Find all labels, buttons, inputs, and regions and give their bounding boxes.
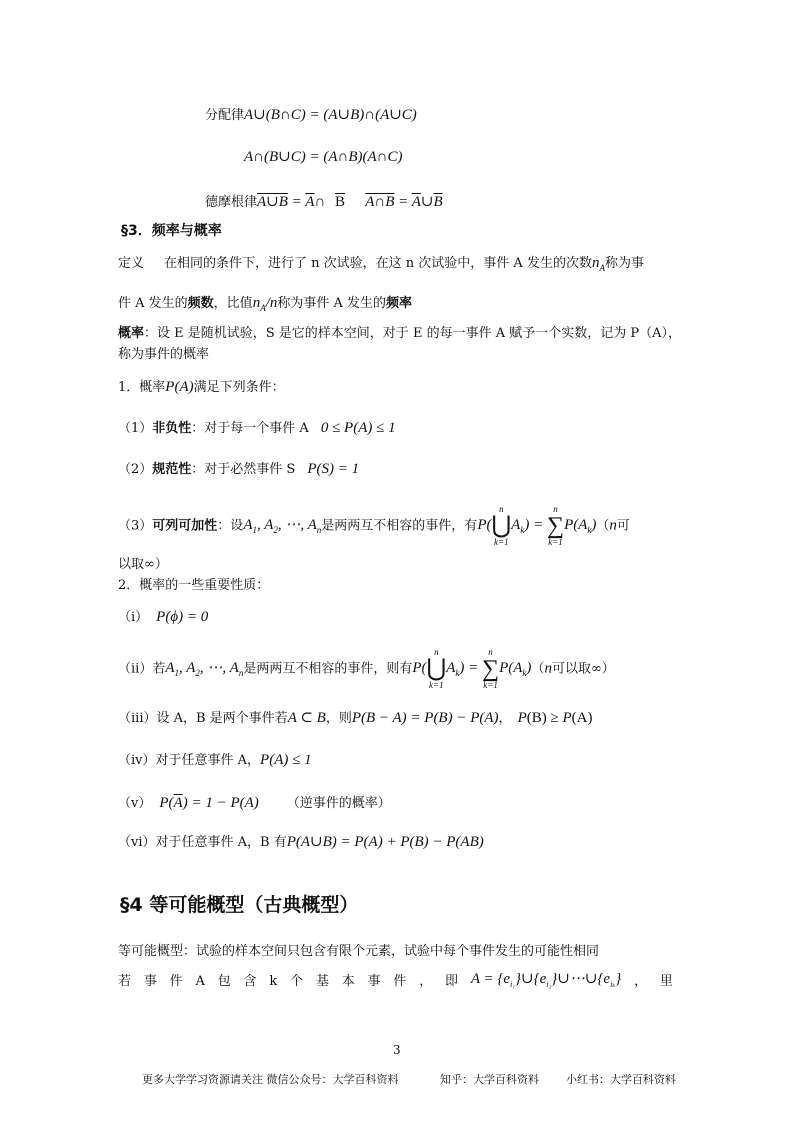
spaced-char: A xyxy=(195,974,205,989)
condition-formula: P(S) = 1 xyxy=(307,461,360,477)
demorgan-formula-1: A∪B = $\overline{A}\cap$ $\overline{B}$ xyxy=(257,194,346,210)
spaced-char: 事 xyxy=(143,974,157,989)
spaced-char: 件 xyxy=(169,974,183,989)
conditions-intro xyxy=(118,378,285,397)
footer-right: 小红书：大学百科资料 xyxy=(566,1073,676,1086)
condition-text: 可 xyxy=(616,518,630,534)
spaced-char: 若 xyxy=(118,974,132,989)
property-note: （逆事件的概率） xyxy=(286,796,391,811)
property-i xyxy=(118,608,208,627)
spaced-char: 包 xyxy=(217,974,231,989)
definition-text: 称为事件 A 发生的 xyxy=(277,296,387,311)
property-text: ，则 xyxy=(325,711,352,726)
condition-text: （ xyxy=(596,518,610,534)
property-text: 可以取∞） xyxy=(551,661,615,677)
subset-formula: A ⊂ B xyxy=(287,710,326,726)
property-text: （iii）设 A，B 是两个事件若 xyxy=(118,711,288,726)
property-text: （ii）若 xyxy=(118,661,166,677)
page-number: 3 xyxy=(393,1043,401,1057)
spaced-char: 基 xyxy=(315,974,329,989)
spaced-char: 事 xyxy=(367,974,381,989)
footer-middle: 知乎：大学百科资料 xyxy=(440,1073,539,1086)
condition-number: （3） xyxy=(118,518,153,534)
condition-text: ：设 xyxy=(217,518,244,534)
spaced-char: 里 xyxy=(659,974,673,989)
property-text: 是两两互不相容的事件，则有 xyxy=(243,661,413,677)
spaced-char: ， xyxy=(419,974,433,989)
term-nonnegativity: 非负性 xyxy=(152,421,192,436)
property-text: （ xyxy=(531,661,545,677)
spaced-char: 即 xyxy=(445,974,459,989)
demorgan-label: 德摩根律 xyxy=(205,195,258,210)
events-sequence: $A_1$, $A_2$, ⋯, $A_n$ xyxy=(243,517,322,536)
condition-2 xyxy=(118,460,359,479)
events-sequence: $A_1$, $A_2$, ⋯, $A_n$ xyxy=(165,660,244,679)
spaced-char: ， xyxy=(634,974,648,989)
definition-prefix: 定义 xyxy=(118,256,145,271)
section4-text-2 xyxy=(118,970,673,994)
difference-formula: P(B − A) = P(B) − P(A) xyxy=(351,710,499,726)
term-countable-additivity: 可列可加性 xyxy=(152,518,218,534)
definition-text: 称为事 xyxy=(604,256,644,271)
spaced-char: 个 xyxy=(290,974,304,989)
spaced-char: 本 xyxy=(341,974,355,989)
property-ii-formula: P( n ⋃ k=1 $A_k$) = n ∑ k=1 $P(A_k)$ xyxy=(412,647,532,690)
condition-text: ：对于必然事件 S xyxy=(191,462,296,477)
p-a-symbol: P(A) xyxy=(165,379,194,395)
n-symbol: n xyxy=(609,517,617,534)
property-vi xyxy=(118,833,484,852)
section3-heading: §3．频率与概率 xyxy=(121,223,222,239)
properties-intro: 2．概率的一些重要性质： xyxy=(118,578,270,593)
property-i-formula: P(ϕ) = 0 xyxy=(156,609,209,625)
condition-formula: 0 ≤ P(A) ≤ 1 xyxy=(320,420,396,436)
probability-text: 称为事件的概率 xyxy=(118,347,210,362)
probability-definition-line-2 xyxy=(118,346,209,364)
distributive-law-2 xyxy=(244,148,402,167)
definition-text: 件 A 发生的 xyxy=(118,296,188,311)
property-number: （i） xyxy=(118,610,149,625)
term-frequency: 频率 xyxy=(386,296,413,311)
property-text: （vi）对于任意事件 A，B 有 xyxy=(118,835,287,850)
term-frequency-count: 频数 xyxy=(187,296,214,311)
distributive-formula-2: A∩(B∪C) = (A∩B)(A∩C) xyxy=(244,149,403,165)
definition-line-1 xyxy=(118,254,644,277)
n-symbol: n xyxy=(544,660,552,677)
complement-formula: $P(\overline{A}) = 1 - P(A)$ xyxy=(159,795,259,811)
property-v xyxy=(118,794,391,813)
condition-3-continuation: 以取∞） xyxy=(118,557,168,572)
property-text: （v） xyxy=(118,796,152,811)
property-iv-formula: P(A) ≤ 1 xyxy=(260,752,312,768)
definition-text: 在相同的条件下，进行了 n 次试验，在这 n 次试验中，事件 A 发生的次数 xyxy=(164,256,592,271)
property-text: （iv）对于任意事件 A， xyxy=(118,753,261,768)
property-text: ， xyxy=(498,711,512,726)
section4-text-1: 等可能概型：试验的样本空间只包含有限个元素，试验中每个事件发生的可能性相同 xyxy=(118,944,600,959)
probability-definition-line-1 xyxy=(118,325,681,343)
property-iii xyxy=(118,709,592,728)
distributive-formula-1: A∪(B∩C) = (A∪B)∩(A∪C) xyxy=(244,107,417,123)
condition-1 xyxy=(118,419,396,438)
definition-text: ，比值 xyxy=(213,296,253,311)
definition-line-2 xyxy=(118,294,412,317)
spaced-char: 件 xyxy=(393,974,407,989)
spaced-char: 含 xyxy=(243,974,257,989)
event-set-formula: $A = \{e_{i_1}\}\cup\{e_{i_2}\}\cup\cdots\cup\{e_{i_k}\}$ xyxy=(470,971,622,989)
ratio-symbol: $n_A/n$ xyxy=(252,295,278,313)
condition-3 xyxy=(118,505,630,549)
demorgan-law xyxy=(205,193,443,212)
term-normalization: 规范性 xyxy=(152,462,192,477)
monotonicity-formula: P(B) ≥ P(A) xyxy=(517,710,593,726)
conditions-intro-text: 1．概率 xyxy=(118,380,166,395)
condition-text: 是两两互不相容的事件，有 xyxy=(321,518,478,534)
property-iv xyxy=(118,751,312,770)
distributive-label: 分配律 xyxy=(205,108,245,123)
conditions-intro-text: 满足下列条件： xyxy=(193,380,285,395)
condition-text: ：对于每一个事件 A xyxy=(191,421,309,436)
footer-left: 更多大学学习资源请关注 微信公众号：大学百科资料 xyxy=(142,1073,399,1086)
distributive-law-1 xyxy=(205,106,417,125)
additivity-formula: P( n ⋃ k=1 $A_k$) = n ∑ k=1 $P(A_k)$ xyxy=(477,504,597,547)
property-ii xyxy=(118,648,615,692)
probability-text: ：设 E 是随机试验，S 是它的样本空间，对于 E 的每一事件 A 赋予一个实数，记为 P（A）， xyxy=(144,326,681,341)
union-formula: P(A∪B) = P(A) + P(B) − P(AB) xyxy=(286,834,484,850)
n-a-symbol: $n_A$ xyxy=(591,255,605,273)
demorgan-formula-2: A∩B = $\overline{A}\cup\overline{B}$ xyxy=(365,194,443,210)
condition-number: （1） xyxy=(118,421,153,436)
section4-heading: §4 等可能概型（古典概型） xyxy=(120,894,359,916)
term-probability: 概率 xyxy=(118,326,145,341)
spaced-char: k xyxy=(269,974,278,989)
condition-number: （2） xyxy=(118,462,153,477)
